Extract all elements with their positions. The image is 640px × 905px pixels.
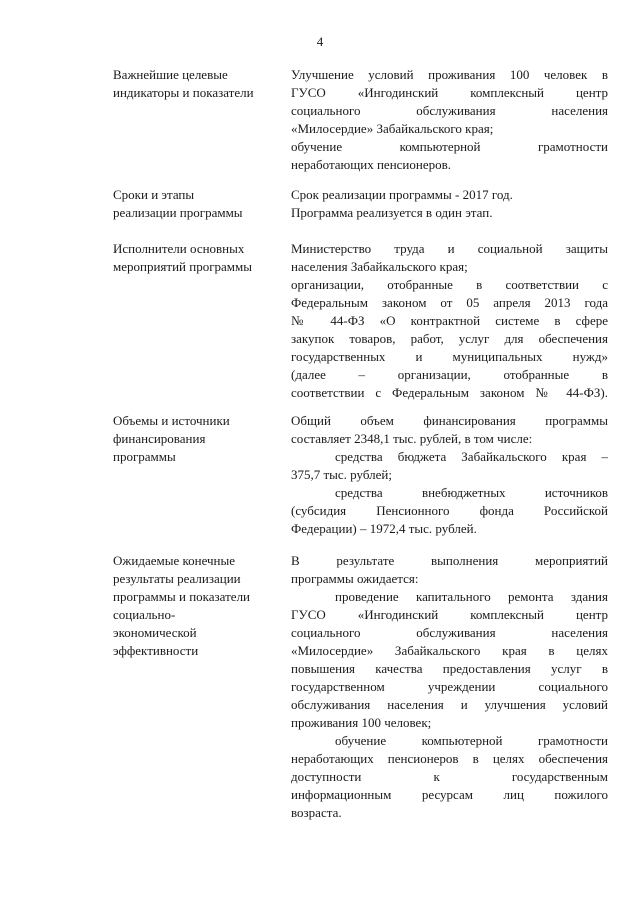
row-label-line: программы и показатели	[113, 589, 251, 604]
content-line: Федеральным законом от 05 апреля 2013 года	[291, 295, 608, 310]
content-line: Федерации) – 1972,4 тыс. рублей.	[291, 521, 477, 536]
row-label-line: реализации программы	[113, 205, 243, 220]
content-line: повышения качества предоставления услуг в	[291, 661, 608, 676]
content-line: средства внебюджетных источников	[335, 485, 608, 500]
content-line: проведение капитального ремонта здания	[335, 589, 608, 604]
content-line: государственном учреждении социального	[291, 679, 608, 694]
content-line: обслуживания населения и улучшения условий	[291, 697, 608, 712]
row-label	[113, 66, 281, 102]
row-label-line: Ожидаемые конечные	[113, 553, 236, 568]
content-line: Программа реализуется в один этап.	[291, 205, 493, 220]
content-line: неработающих пенсионеров в целях обеспечения	[291, 751, 608, 766]
content-line: «Милосердие» Забайкальского края;	[291, 121, 494, 136]
content-line: населения Забайкальского края;	[291, 259, 468, 274]
content-line: соответствии с Федеральным законом № 44-ФЗ).	[291, 385, 608, 400]
row-content	[291, 66, 608, 174]
row-label	[113, 240, 281, 276]
row-label-line: социально-	[113, 607, 176, 622]
content-line: Улучшение условий проживания 100 человек в	[291, 67, 608, 82]
row-label-line: индикаторы и показатели	[113, 85, 254, 100]
content-line: ГУСО «Ингодинский комплексный центр	[291, 607, 608, 622]
row-label-line: экономической	[113, 625, 197, 640]
row-label-line: Сроки и этапы	[113, 187, 195, 202]
content-line: Срок реализации программы - 2017 год.	[291, 187, 513, 202]
row-label-line: результаты реализации	[113, 571, 241, 586]
row-label-line: Важнейшие целевые	[113, 67, 228, 82]
page-number: 4	[316, 34, 324, 49]
content-line: (далее – организации, отобранные в	[291, 367, 608, 382]
content-line: Общий объем финансирования программы	[291, 413, 608, 428]
content-line: организации, отобранные в соответствии с	[291, 277, 608, 292]
content-line: 375,7 тыс. рублей;	[291, 467, 392, 482]
content-line: социального обслуживания населения	[291, 103, 608, 118]
row-label-line: эффективности	[113, 643, 199, 658]
row-label-line: мероприятий программы	[113, 259, 252, 274]
content-line: средства бюджета Забайкальского края –	[335, 449, 608, 464]
content-line: обучение компьютерной грамотности	[291, 139, 608, 154]
content-line: информационным ресурсам лиц пожилого	[291, 787, 608, 802]
row-content	[291, 552, 608, 822]
content-line: программы ожидается:	[291, 571, 419, 586]
row-label-line: Исполнители основных	[113, 241, 245, 256]
row-label	[113, 412, 281, 466]
content-line: составляет 2348,1 тыс. рублей, в том числе:	[291, 431, 533, 446]
content-line: Министерство труда и социальной защиты	[291, 241, 608, 256]
row-label	[113, 552, 281, 660]
content-line: проживания 100 человек;	[291, 715, 432, 730]
content-line: № 44-ФЗ «О контрактной системе в сфере	[291, 313, 608, 328]
content-line: закупок товаров, работ, услуг для обеспечения	[291, 331, 608, 346]
content-line: доступности к государственным	[291, 769, 608, 784]
row-label-line: финансирования	[113, 431, 206, 446]
content-line: ГУСО «Ингодинский комплексный центр	[291, 85, 608, 100]
row-content	[291, 412, 608, 538]
content-line: (субсидия Пенсионного фонда Российской	[291, 503, 608, 518]
row-label-line: программы	[113, 449, 176, 464]
content-line: социального обслуживания населения	[291, 625, 608, 640]
content-line: государственных и муниципальных нужд»	[291, 349, 608, 364]
row-label-line: Объемы и источники	[113, 413, 230, 428]
content-line: возраста.	[291, 805, 342, 820]
content-line: неработающих пенсионеров.	[291, 157, 452, 172]
row-content	[291, 240, 608, 402]
content-line: «Милосердие» Забайкальского края в целях	[291, 643, 608, 658]
row-content	[291, 186, 608, 222]
row-label	[113, 186, 281, 222]
content-line: В результате выполнения мероприятий	[291, 553, 608, 568]
content-line: обучение компьютерной грамотности	[335, 733, 608, 748]
